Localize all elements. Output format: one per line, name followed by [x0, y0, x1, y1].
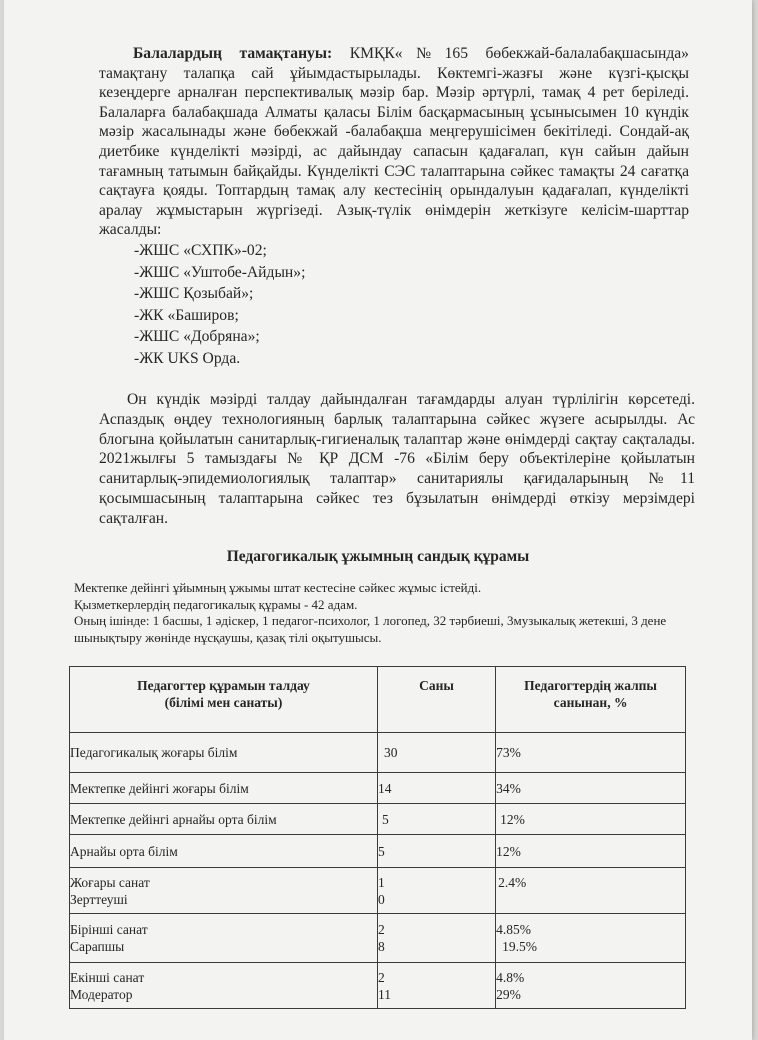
table-row: [70, 963, 686, 1009]
table-cell-label: Бірінші санат Сарапшы: [70, 914, 378, 963]
table-row: [70, 804, 686, 835]
table-cell-label: Педагогикалық жоғары білім: [70, 733, 378, 773]
nutrition-body: КМҚК«№165 бөбекжай-балалабақшасында» тамақтану талапқа сай ұйымдастырылады. Көктемгі-жазғы және күзгі-қысқы кезеңдерге арналған перспективалық мәзір бар. Мәзір әртүрлі, тамақ 4 рет беріледі. Балаларға балабақшада Алматы қаласы Білім басқармасының ұсынысымен 10 күндік мәзір жасалынады және бөбекжай -балабақша меңгерушісімен бекітіледі. Сондай-ақ диетбике күнделікті мәзірді, ас дайындау сапасын қадағалап, күн сайын дайын тағамның татымын байқайды. Күнделікті СЭС талаптарына сәйкес тамақты 24 сағатқа сақтауға қояды. Топтардың тамақ алу кестесінің орындалуын қадағалап, күнделікті аралау жұмыстарын жүргізеді. Азық-түлік өнімдерін жеткізуге келісім-шарттар жасалды:: [99, 45, 689, 239]
table-cell-percent: 2.4%: [496, 868, 686, 914]
list-item: -ЖШС «Уштобе-Айдын»;: [134, 263, 306, 281]
staff-intro: [74, 580, 692, 646]
table-header-cell: Саны: [377, 667, 495, 733]
table-cell-percent: 4.85% 19.5%: [496, 914, 686, 963]
table-cell-label: Жоғары санат Зерттеуші: [70, 868, 378, 914]
staff-intro-line: Оның ішінде: 1 басшы, 1 әдіскер, 1 педагог-психолог, 1 логопед, 32 тәрбиеші, 3музыкалық жетекші, 3 дене шынықтыру жөнінде нұсқаушы, қазақ тілі оқытушысы.: [74, 613, 667, 645]
table-cell-count: 1 0: [377, 868, 495, 914]
table-cell-percent: 34%: [496, 773, 686, 804]
section-heading: Педагогикалық ұжымның сандық құрамы: [226, 548, 530, 565]
nutrition-lead: Балалардың тамақтануы:: [133, 45, 333, 62]
table-cell-label: Мектепке дейінгі жоғары білім: [70, 773, 378, 804]
menu-analysis-paragraph: Он күндік мәзірді талдау дайындалған тағамдарды алуан түрлілігін көрсетеді. Аспаздық өңдеу технологияның барлық талаптарына сәйкес жүзеге асырылды. Ас блогына қойылатын санитарлық-гигиеналық талаптар және өнімдерді сақтау сақталады. 2021жылғы 5 тамыздағы № ҚР ДСМ -76 «Білім беру объектілеріне қойылатын санитарлық-эпидемиологиялық талаптар» санитариялы қағидаларының №11 қосымшасының талаптарына сәйкес тез бұзылатын өнімдерді өткізу мерзімдері сақталған.: [99, 391, 695, 527]
table-header-cell: Педагогтердің жалпы санынан, %: [496, 667, 686, 733]
table-header-row: [70, 667, 686, 733]
list-item: -ЖШС Қозыбай»;: [134, 285, 254, 302]
staff-table: [69, 666, 686, 1009]
table-cell-label: Мектепке дейінгі арнайы орта білім: [70, 804, 378, 835]
table-cell-count: 5: [377, 804, 495, 835]
table-row: [70, 733, 686, 773]
table-row: [70, 835, 686, 868]
list-item: -ЖШС «СХПК»-02;: [134, 242, 267, 259]
table-cell-percent: 12%: [496, 804, 686, 835]
table-cell-count: 2 11: [377, 963, 495, 1009]
table-cell-percent: 4.8% 29%: [496, 963, 686, 1009]
staff-intro-line: Мектепке дейінгі ұйымның ұжымы штат кестесіне сәйкес жұмыс істейді.: [74, 580, 482, 595]
table-row: [70, 868, 686, 914]
table-cell-count: 30: [377, 733, 495, 773]
table-cell-count: 5: [377, 835, 495, 868]
document-page: [4, 0, 752, 1040]
table-cell-label: Екінші санат Модератор: [70, 963, 378, 1009]
table-cell-percent: 12%: [496, 835, 686, 868]
table-cell-count: 2 8: [377, 914, 495, 963]
table-cell-count: 14: [377, 773, 495, 804]
list-item: -ЖК «Баширов;: [134, 306, 239, 324]
table-row: [70, 773, 686, 804]
list-item: -ЖК UKS Орда.: [134, 349, 241, 367]
nutrition-paragraph: [99, 44, 689, 240]
staff-intro-line: Қызметкерлердің педагогикалық құрамы - 42 адам.: [74, 596, 358, 612]
supplier-list: [134, 240, 534, 369]
table-row: [70, 914, 686, 963]
list-item: -ЖШС «Добряна»;: [134, 328, 260, 345]
table-cell-label: Арнайы орта білім: [70, 835, 378, 868]
table-header-cell: Педагогтер құрамын талдау (білімі мен санаты): [70, 667, 378, 733]
table-cell-percent: 73%: [496, 733, 686, 773]
